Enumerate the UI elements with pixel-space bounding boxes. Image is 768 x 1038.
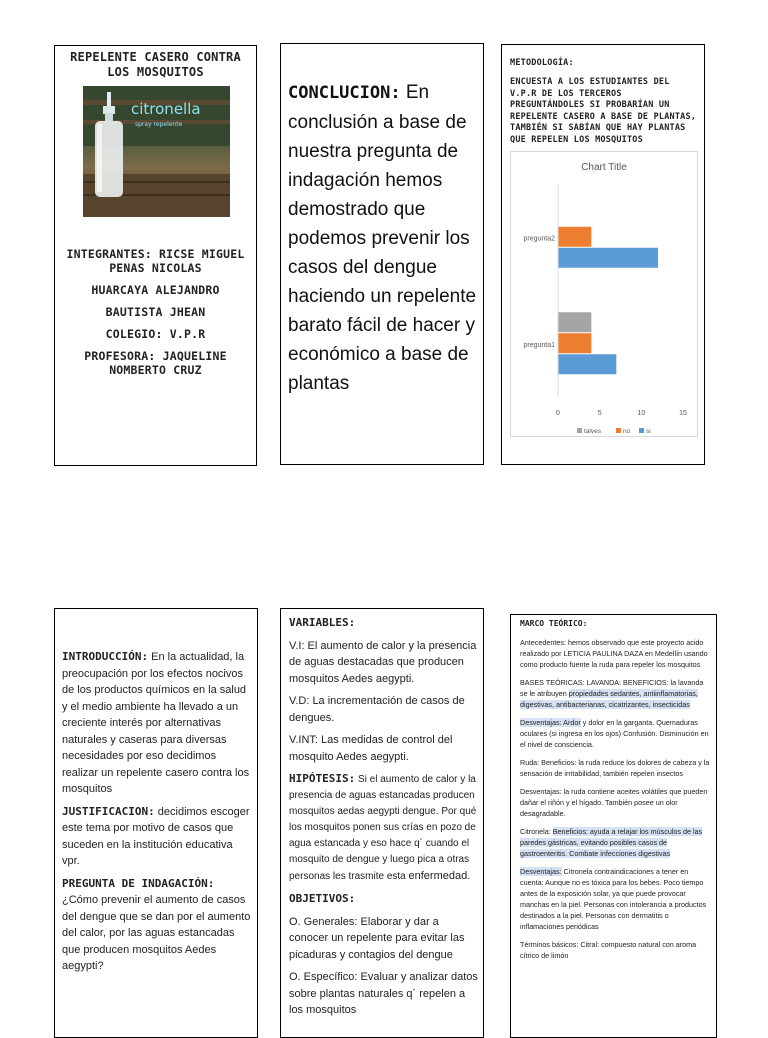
variables-panel: [280, 608, 484, 1038]
bases-mid: la lavanda se le atribuyen: [520, 678, 704, 698]
bar-no-pregunta1: [558, 333, 591, 353]
bar-si-pregunta1: [558, 354, 616, 374]
rue-disadvantages: Desventajas: la ruda contiene aceites volátiles que pueden dañar el riñón y el hígado. También posee un olor desagradable.: [520, 787, 708, 818]
introduction-panel: [54, 608, 258, 1038]
legend-swatch-talves: [577, 428, 582, 433]
legend-label: talves: [584, 428, 601, 435]
theory-heading: MARCO TEÓRICO:: [520, 619, 588, 628]
conclusion-panel: [280, 43, 484, 465]
bar-si-pregunta2: [558, 248, 658, 268]
citronella-benefits: [520, 826, 710, 859]
theory-text: [520, 618, 710, 968]
general-objective: O. Generales: Elaborar y dar a conocer un repelente para evitar las picaduras y contagios del dengue: [289, 915, 465, 961]
lavender-properties: propiedades sedantes, antiinflamatorias, digestivas, antibacterianas, cicatrizantes, insecticidas: [520, 689, 698, 709]
objectives-heading: OBJETIVOS:: [289, 892, 356, 905]
justification-body: decidimos escoger este tema por motivo de casos que suceden en la institución educativa vpr.: [62, 805, 250, 867]
legend-label: si: [646, 428, 651, 435]
dependent-variable: V.D: La incrementación de casos de dengues.: [289, 695, 465, 724]
variables-text: [289, 615, 478, 1025]
conclusion-body: En conclusión a base de nuestra pregunta de indagación hemos demostrado que podemos prevenir los casos del dengue haciendo un repelente barato fácil de hacer y económico a base de plantas: [288, 82, 477, 394]
variables-heading: VARIABLES:: [289, 616, 356, 629]
independent-variable: V.I: El aumento de calor y la presencia de aguas destacadas que producen mosquitos Aedes aegypti.: [289, 639, 477, 685]
category-label: pregunta2: [523, 235, 555, 243]
justification-heading: JUSTIFICACION:: [62, 804, 155, 818]
methodology-text: ENCUESTA A LOS ESTUDIANTES DEL V.P.R DE LOS TERCEROS PREGUNTÁNDOLES SI PROBARÍAN UN REPELENTE CASERO A BASE DE PLANTAS, TAMBIÉN SI SABÍAN QUE HAY PLANTAS QUE REPELEN LOS MOSQUITOS: [510, 77, 697, 145]
members-list: [61, 247, 250, 385]
legend-label: no: [623, 428, 631, 435]
member-line: BAUTISTA JHEAN: [105, 305, 206, 319]
x-tick-label: 10: [637, 410, 646, 417]
chart-title: Chart Title: [581, 162, 627, 173]
lavender-disadvantages-label: Desventajas:: [520, 718, 562, 727]
antecedents: Antecedentes: hemos observado que este proyecto acido realizado por LETICIA PAULINA DAZA en Medellín usando como producto fuente la ruda para repeler los mosquitos: [520, 638, 708, 669]
hypothesis-heading: HIPÓTESIS:: [289, 772, 356, 785]
hypothesis-paragraph: [289, 771, 478, 885]
survey-bar-chart: [511, 152, 697, 436]
x-tick-label: 15: [679, 410, 687, 417]
introduction-text: [62, 649, 252, 981]
hypothesis-tail: enfermedad.: [408, 870, 471, 882]
introduction-heading: INTRODUCCIÓN:: [62, 650, 149, 663]
x-tick-label: 5: [597, 410, 602, 417]
lavender-disadvantages-rest: y dolor en la garganta. Quemaduras oculares (si ingresa en los ojos) Confusión. Disminución en el nivel de consciencia.: [520, 718, 709, 749]
lavender-benefits: [520, 677, 710, 710]
theory-panel: [510, 614, 717, 1038]
member-line: HUARCAYA ALEJANDRO: [91, 283, 220, 297]
basic-terms: Términos básicos: Citral: compuesto natural con aroma cítrico de limón: [520, 940, 697, 960]
citronella-image-sublabel: spray repelente: [135, 121, 183, 128]
legend-swatch-si: [639, 428, 644, 433]
specific-objective: O. Específico: Evaluar y analizar datos sobre plantas naturales q´ repelen a los mosquitos: [289, 971, 478, 1016]
lavender-disadvantages: [520, 717, 710, 750]
citronella-disadvantages-label: Desventajas:: [520, 867, 562, 876]
rue-benefits: Ruda: Beneficios: la ruda reduce los dolores de cabeza y la sensación de irritabilidad, también repelen insectos: [520, 758, 710, 778]
bar-no-pregunta2: [558, 227, 591, 247]
conclusion-heading: CONCLUCION:: [288, 83, 401, 103]
question-heading: PREGUNTA DE INDAGACIÓN:: [62, 876, 215, 890]
survey-chart: [510, 151, 698, 437]
category-label: pregunta1: [523, 341, 555, 349]
citronella-lead: Citronela:: [520, 827, 553, 836]
question-body: ¿Cómo prevenir el aumento de casos del dengue que se dan por el aumento del calor, por las aguas estancadas que producen mosquitos Aedes aegypti?: [62, 894, 251, 972]
methodology-panel: [501, 44, 705, 465]
bar-talves-pregunta1: [558, 312, 591, 332]
cover-title: REPELENTE CASERO CONTRA LOS MOSQUITOS: [70, 50, 241, 79]
justification-paragraph: [62, 804, 252, 870]
bases-lead: BASES TEÓRICAS: LAVANDA: BENEFICIOS:: [520, 678, 671, 687]
citronella-benefits-text: Beneficios: ayuda a relajar los músculos de las paredes gástricas, evitando posibles casos de gastroenteritis. Combate infecciones digestivas: [520, 827, 703, 858]
introduction-body: En la actualidad, la preocupación por los efectos nocivos de los productos químicos en la salud y el medio ambiente ha llevado a un creciente interés por alternativas naturales y caseras para diversas necesidades por eso decidimos realizar un repelente casero contra los mosquitos: [62, 651, 250, 795]
spray-bottle-illustration: [83, 86, 230, 217]
cover-panel: [54, 45, 257, 466]
citronella-spray-photo: [83, 86, 230, 217]
introduction-paragraph: [62, 649, 252, 798]
citronella-image-label: citronella: [131, 100, 201, 118]
lavender-disadvantages-first: Ardor: [561, 718, 581, 727]
conclusion-text: [288, 78, 477, 398]
x-tick-label: 0: [556, 410, 560, 417]
legend-swatch-no: [616, 428, 621, 433]
teacher-line: PROFESORA: JAQUELINE NOMBERTO CRUZ: [84, 349, 227, 377]
intervening-variable: V.INT: Las medidas de control del mosquito Aedes aegypti.: [289, 734, 453, 763]
hypothesis-body: Si el aumento de calor y la presencia de aguas estancadas producen mosquitos aedas aegypti dengue. Por qué los mosquitos ponen sus crías en pozo de agua estancada y eso hace q´ cuando el mosquito de dengue y luego pica a otras personas les trasmite esta: [289, 774, 477, 882]
member-line: INTEGRANTES: RICSE MIGUEL PENAS NICOLAS: [66, 247, 245, 275]
citronella-disadvantages-rest: Citronela contraindicaciones a tener en cuenta: Aunque no es tóxica para los bebes. Poco tiempo antes de la exposición solar, ya que puede provocar manchas en la piel. Personas con intolerancia a productos destinados a la piel. Personas con dermatitis o inflamaciones periódicas: [520, 867, 707, 931]
school-line: COLEGIO: V.P.R: [105, 327, 206, 341]
methodology-title: METODOLOGÍA:: [510, 58, 574, 68]
citronella-disadvantages: [520, 866, 710, 932]
